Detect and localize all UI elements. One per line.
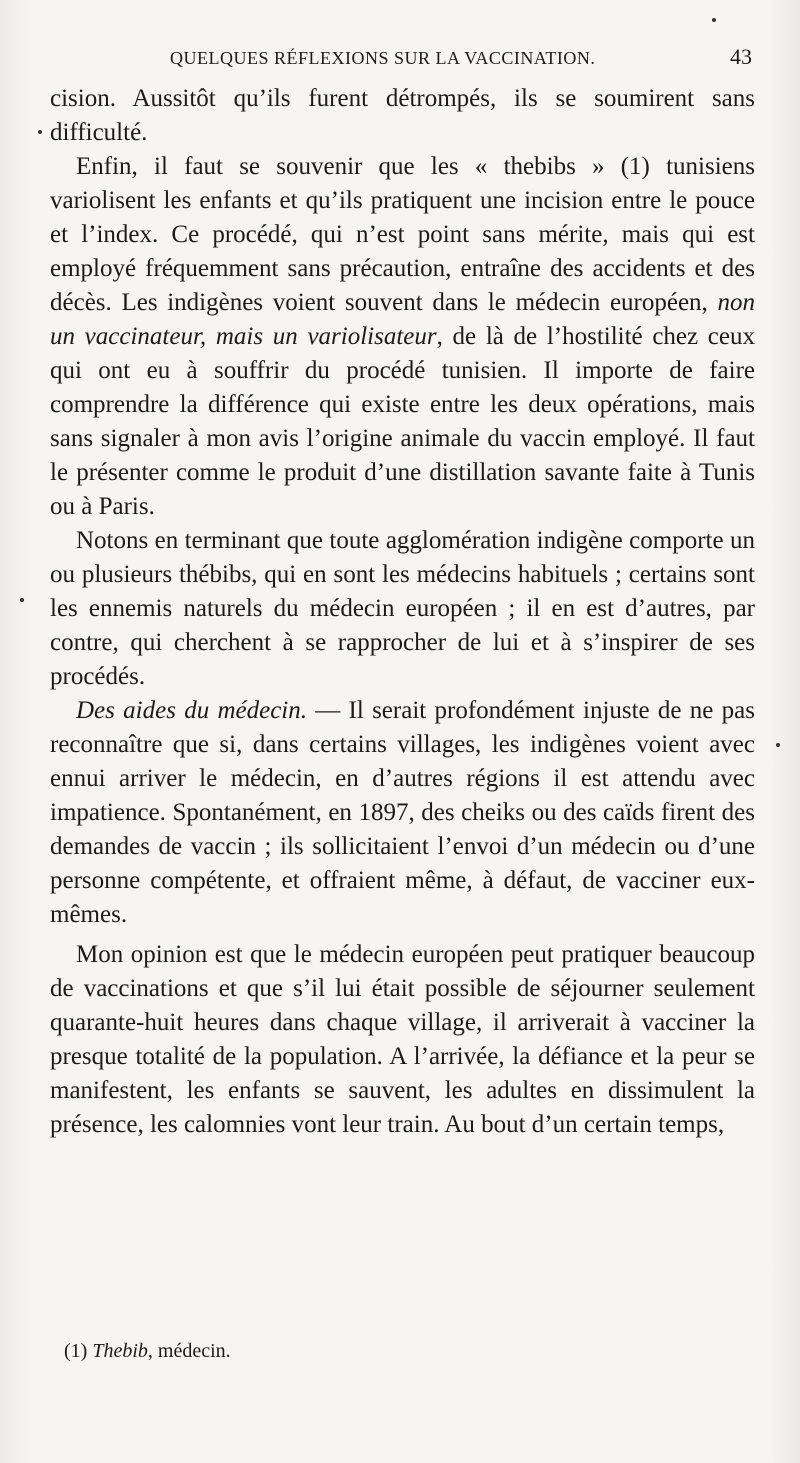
paragraph-4-text: — Il serait profondément injuste de ne pas reconnaître que si, dans certains villages, les indigènes voient avec ennui arriver le médecin, en d’autres régions il est attendu avec impatience. Spontanément, en 1897, des cheiks ou des caïds firent des demandes de vaccin ; ils sollicitaient l’envoi d’un médecin ou d’une personne compétente, et offraient même, à défaut, de vacciner eux-mêmes. — [50, 697, 755, 928]
paragraph-1: cision. Aussitôt qu’ils furent détrompés, ils se soumirent sans difficulté. — [50, 85, 755, 146]
footnote-term: Thebib — [92, 1340, 148, 1362]
running-head: QUELQUES RÉFLEXIONS SUR LA VACCINATION. — [170, 48, 596, 68]
speck-dot — [776, 743, 780, 747]
speck-dot — [38, 130, 42, 134]
paragraph-2-text-a: Enfin, il faut se souvenir que les « thebibs » (1) tunisiens variolisent les enfants et qu’ils pratiquent une incision entre le pouce et l’index. Ce procédé, qui n’est point sans mérite, mais qui est employé fréquemment sans précaution, entraîne des accidents et des décès. Les indigènes voient souvent dans le médecin européen, — [50, 153, 755, 316]
speck-dot — [20, 598, 24, 602]
body-text — [50, 82, 755, 1142]
page-number: 43 — [730, 44, 752, 69]
paragraph-2-text-b: , de là de l’hostilité chez ceux qui ont eu à souffrir du procédé tunisien. Il importe de faire comprendre la différence qui existe entre les deux opérations, mais sans signaler à mon avis l’origine animale du vaccin employé. Il faut le présenter comme le produit d’une distillation savante faite à Tunis ou à Paris. — [50, 323, 755, 520]
footnote-marker: (1) — [64, 1340, 93, 1362]
paragraph-3: Notons en terminant que toute agglomération indigène comporte un ou plusieurs thébibs, qui en sont les médecins habituels ; certains sont les ennemis naturels du médecin européen ; il en est d’autres, par contre, qui cherchent à se rapprocher de lui et à s’inspirer de ses procédés. — [50, 527, 755, 690]
paragraph-2-emphasis: non un vaccinateur, mais un variolisateur — [50, 289, 755, 350]
paragraph-4 — [50, 694, 755, 932]
paragraph-5: Mon opinion est que le médecin européen peut pratiquer beaucoup de vaccinations et que s’il lui était possible de séjourner seulement quarante-huit heures dans chaque village, il arriverait à vacciner la presque totalité de la population. A l’arrivée, la défiance et la peur se manifestent, les enfants se sauvent, les adultes en dissimulent la présence, les calomnies vont leur train. Au bout d’un certain temps, — [50, 941, 755, 1138]
paragraph-2 — [50, 150, 755, 524]
section-lead: Des aides du médecin. — [76, 697, 307, 724]
footnote — [64, 1338, 754, 1364]
speck-dot — [712, 18, 716, 22]
footnote-definition: , médecin. — [147, 1340, 231, 1362]
page-header — [150, 44, 750, 76]
